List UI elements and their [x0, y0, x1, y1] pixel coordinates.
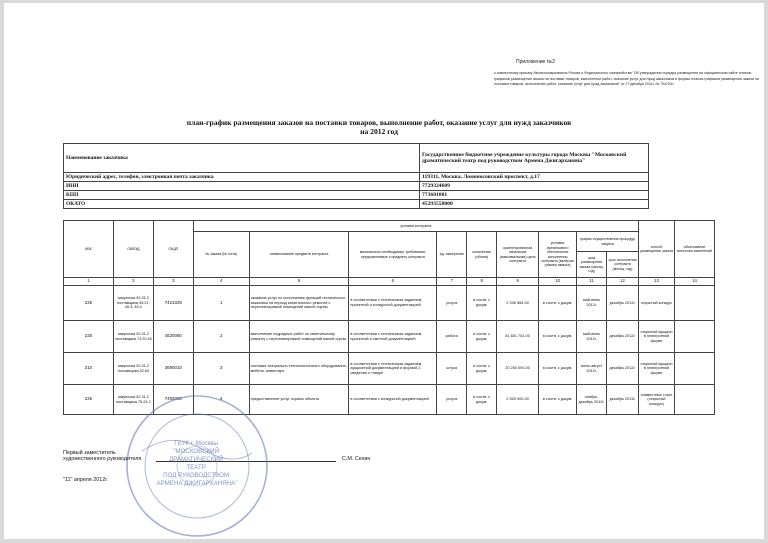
cell-requirements: в соответствии с техническим заданием, проектной и сметной документацией [349, 321, 437, 353]
column-number: 11 [577, 278, 607, 286]
header-cell: график осуществления процедур закупки [577, 232, 639, 252]
column-number: 12 [607, 278, 639, 286]
info-value: 45293558000 [420, 200, 649, 209]
cell-unit: штука [437, 353, 467, 385]
cell-kbk: 310 [64, 353, 114, 385]
signature-date: "11" апреля 2012г. [63, 477, 109, 483]
cell-subject: поставка театрально-технологического оборудования, мебели, инвентаря [249, 353, 349, 385]
appendix-title: Приложение №2 [516, 59, 555, 65]
cell-changes [674, 353, 714, 385]
cell-execution: декабрь 2012г. [607, 353, 639, 385]
cell-quantity: в соотв. с докум. [467, 353, 497, 385]
signature-position-line-2: художественного руководителя [63, 456, 142, 462]
document-title-line-2: на 2012 год [360, 127, 398, 136]
table-row [64, 321, 715, 353]
header-cell: количество (объем) [467, 232, 497, 278]
cell-payment: в соотв. с докум. [539, 385, 577, 415]
column-number: 13 [639, 278, 675, 286]
seal-text-line: АРМЕНА ДЖИГАРХАНЯНА" [156, 480, 238, 487]
column-number: 8 [467, 278, 497, 286]
cell-okdp: 4520080 [153, 321, 193, 353]
cell-price: 20 250 000-00 [497, 353, 539, 385]
cell-subject: выполнение подрядных работ по капитальному ремонту с перепланировкой помещений малой сцены [249, 321, 349, 353]
info-row [64, 200, 649, 209]
header-cell: условия контракта [193, 221, 638, 232]
cell-unit: работа [437, 321, 467, 353]
cell-unit: услуга [437, 385, 467, 415]
header-cell: минимально необходимые требования, предъявляемые к предмету контракта [349, 232, 437, 278]
seal-text-line: "МОСКОВСКИЙ [173, 448, 220, 455]
cell-okved: закупочка 92.31.2 поставщика 74.20.45 [113, 321, 153, 353]
header-cell: № заказа (№ лота) [193, 232, 249, 278]
cell-placement: ноябрь-декабрь 2012г. [577, 385, 607, 415]
cell-placement: июль-август 2012г. [577, 353, 607, 385]
customer-info-table [63, 143, 649, 209]
info-row [64, 191, 649, 200]
cell-kbk: 226 [64, 385, 114, 415]
seal-text-line: ПОД РУКОВОДСТВОМ [163, 472, 230, 479]
table-row [64, 286, 715, 321]
cell-unit: услуга [437, 286, 467, 321]
cell-method: совместные торги (открытый конкурс) [639, 385, 675, 415]
cell-changes [674, 286, 714, 321]
cell-okdp: 7421029 [153, 286, 193, 321]
signature-position-line-1: Первый заместитель [63, 450, 116, 456]
cell-okved: закупочка 92.31.2 поставщика 52.63 [113, 353, 153, 385]
cell-requirements: в соответствии с конкурсной документацией [349, 385, 437, 415]
cell-changes [674, 321, 714, 353]
cell-execution: декабрь 2012г. [607, 321, 639, 353]
cell-lot: 3 [193, 353, 249, 385]
column-number: 6 [349, 278, 437, 286]
column-number: 14 [674, 278, 714, 286]
column-number: 4 [193, 278, 249, 286]
signatory-name: С.М. Сехин [342, 456, 371, 462]
cell-lot: 2 [193, 321, 249, 353]
header-cell: ОКДП [153, 221, 193, 278]
cell-payment: в соотв. с докум. [539, 353, 577, 385]
header-cell: обоснование внесения изменений [674, 221, 714, 278]
cell-okved: закупочка 92.31.2 поставщика 45.21; 45.3; 45.4 [113, 286, 153, 321]
cell-kbk: 225 [64, 321, 114, 353]
procurement-table [63, 220, 715, 415]
header-cell: ОКВЭД [113, 221, 153, 278]
cell-subject: оказание услуг по исполнению функций технического заказчика на период капитального ремонта с перепланировкой помещений малой сцены [249, 286, 349, 321]
cell-payment: в соотв. с докум. [539, 286, 577, 321]
info-row [64, 182, 649, 191]
info-label: ОКАТО [64, 200, 420, 209]
header-cell: ед. измерения [437, 232, 467, 278]
cell-placement: май-июнь 2012г. [577, 286, 607, 321]
cell-method: открытый аукцион в электронной форме [639, 353, 675, 385]
column-number: 3 [153, 278, 193, 286]
cell-quantity: в соотв. с докум. [467, 321, 497, 353]
cell-okdp: 3690010 [153, 353, 193, 385]
info-value: 119311, Москва, Ломоносовский проспект, д.17 [420, 173, 649, 182]
cell-placement: май-июнь 2012г. [577, 321, 607, 353]
header-cell: наименование предмета контракта [249, 232, 349, 278]
cell-kbk: 225 [64, 286, 114, 321]
column-number: 7 [437, 278, 467, 286]
cell-method: открытый аукцион в электронной форме [639, 321, 675, 353]
cell-execution: декабрь 2013г. [607, 385, 639, 415]
column-number: 2 [113, 278, 153, 286]
cell-quantity: в соотв. с докум. [467, 385, 497, 415]
cell-lot: 1 [193, 286, 249, 321]
info-value: Государственное бюджетное учреждение культуры города Москвы "Московский драматический театр под руководством Армена Джигарханяна" [420, 144, 649, 173]
official-seal [122, 391, 272, 541]
info-value: 773601001 [420, 191, 649, 200]
info-row [64, 173, 649, 182]
header-row [64, 221, 715, 232]
seal-text-line: ГБУК г. Москвы [174, 440, 218, 447]
header-cell: условия финансового обеспечения исполнения контракта (включая размер аванса) [539, 232, 577, 278]
document-title [144, 118, 614, 136]
info-label: Наименование заказчика [64, 144, 420, 173]
cell-price: 2 520 000-00 [497, 385, 539, 415]
appendix-block [494, 59, 764, 88]
seal-text-line: ДРАМАТИЧЕСКИЙ [168, 456, 224, 463]
document-title-line-1: план-график размещения заказов на поставки товаров, выполнение работ, оказание услуг для нужд заказчиков [186, 118, 572, 127]
info-label: Юридический адрес, телефон, электронная почта заказчика [64, 173, 420, 182]
cell-payment: в соотв. с докум. [539, 321, 577, 353]
column-number: 10 [539, 278, 577, 286]
header-cell: ориентировочная начальная (максимальная) цена контракта [497, 232, 539, 278]
cell-lot: 4 [193, 385, 249, 415]
column-numbers-row [64, 278, 715, 286]
cell-price: 81 651 702-00 [497, 321, 539, 353]
cell-method: открытый конкурс [639, 286, 675, 321]
cell-requirements: в соответствии с техническим заданием, проектной и конкурсной документацией [349, 286, 437, 321]
cell-requirements: в соответствии с техническим заданием, аукционной документацией и формой 2 сведения о товаре [349, 353, 437, 385]
column-number: 5 [249, 278, 349, 286]
cell-changes [674, 385, 714, 415]
header-cell: срок исполнения контракта (месяц, год) [607, 252, 639, 278]
cell-okdp: 7493000 [153, 385, 193, 415]
cell-price: 2 035 584-00 [497, 286, 539, 321]
appendix-text: к совместному приказу Минэкономразвития России и Федерального казначейства "Об утверждении порядка размещения на официальном сайте планов-графиков размещения заказа на поставки товаров, выполнение работ, оказание услуг для нужд заказчиков и формы планов-графиков размещения заказа на поставки товаров, выполнение работ, оказание услуг для нужд заказчиков" от 27 декабря 2011г. № 761/20н [494, 71, 759, 87]
header-cell: КБК [64, 221, 114, 278]
header-cell: срок размещения заказа (месяц, год) [577, 252, 607, 278]
column-number: 1 [64, 278, 114, 286]
table-row [64, 353, 715, 385]
cell-quantity: в соотв. с докум. [467, 286, 497, 321]
cell-okved: закупочка 92.31.2 поставщика 75.24.2 [113, 385, 153, 415]
seal-text [156, 440, 237, 487]
info-label: ИНН [64, 182, 420, 191]
document-page [4, 3, 764, 539]
info-value: 7729324609 [420, 182, 649, 191]
cell-subject: предоставление услуг охраны объекта [249, 385, 349, 415]
seal-text-line: ТЕАТР [186, 464, 206, 471]
cell-execution: декабрь 2012г. [607, 286, 639, 321]
header-cell: способ размещения заказа [639, 221, 675, 278]
info-label: КПП [64, 191, 420, 200]
info-row [64, 144, 649, 173]
column-number: 9 [497, 278, 539, 286]
